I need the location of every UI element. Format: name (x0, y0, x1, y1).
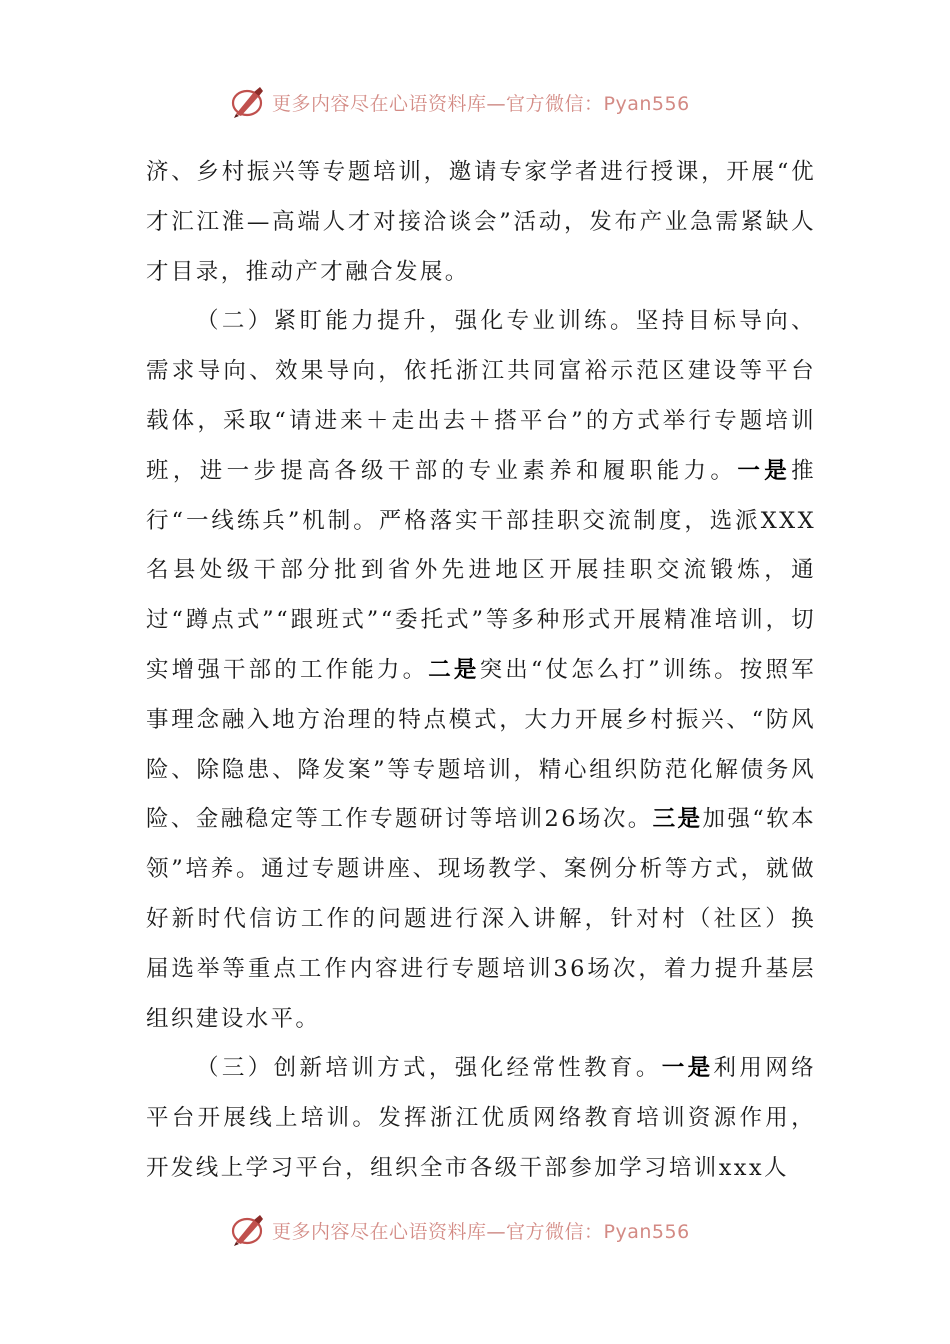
bold-lead-phrase: 三是 (652, 806, 703, 833)
text-run: 加强“软本领”培养。通过专题讲座、现场教学、案例分析等方式，就做好新时代信访工作的问题进行深入讲解，针对村（社区）换届选举等重点工作内容进行专题培训36场次，着力提升基层组织建设水平。 (146, 806, 816, 1032)
text-run: 利用网络平台开展线上培训。发挥浙江优质网络教育培训资源作用，开发线上学习平台，组织全市各级干部参加学习培训xxx人 (146, 1055, 816, 1181)
document-body (146, 148, 816, 1194)
bold-lead-phrase: 一是 (661, 1055, 714, 1082)
text-run: 推行“一线练兵”机制。严格落实干部挂职交流制度，选派XXX名县处级干部分批到省外先进地区开展挂职交流锻炼，通过“蹲点式”“跟班式”“委托式”等多种形式开展精准培训，切实增强干部的工作能力。 (146, 457, 816, 683)
watermark-banner-top (230, 82, 750, 122)
watermark-wechat-id: Pyan556 (603, 92, 690, 115)
text-run: （二）紧盯能力提升，强化专业训练。坚持目标导向、需求导向、效果导向，依托浙江共同富裕示范区建设等平台载体，采取“请进来＋走出去＋搭平台”的方式举行专题培训班，进一步提高各级干部的专业素养和履职能力。 (146, 308, 816, 484)
watermark-site-text: 更多内容尽在心语资料库 (272, 92, 487, 115)
watermark-site-text: 更多内容尽在心语资料库 (272, 1220, 487, 1243)
watermark-separator: — (486, 1220, 507, 1243)
paragraph (146, 1044, 816, 1193)
paragraph (146, 297, 816, 1044)
watermark-text (272, 1217, 690, 1244)
watermark-text (272, 89, 690, 116)
watermark-separator: — (486, 92, 507, 115)
pen-logo-icon (230, 1212, 266, 1248)
bold-lead-phrase: 一是 (737, 457, 792, 484)
watermark-wechat-id: Pyan556 (603, 1220, 690, 1243)
watermark-wechat-label: 官方微信： (506, 1220, 604, 1243)
pen-logo-icon (230, 84, 266, 120)
paragraph (146, 148, 816, 297)
text-run: 济、乡村振兴等专题培训，邀请专家学者进行授课，开展“优才汇江淮—高端人才对接洽谈会”活动，发布产业急需紧缺人才目录，推动产才融合发展。 (146, 159, 816, 285)
text-run: （三）创新培训方式，强化经常性教育。 (196, 1055, 662, 1082)
bold-lead-phrase: 二是 (428, 656, 480, 683)
text-run: 突出“仗怎么打”训练。按照军事理念融入地方治理的特点模式，大力开展乡村振兴、“防风险、除隐患、降发案”等专题培训，精心组织防范化解债务风险、金融稳定等工作专题研讨等培训26场次。 (146, 656, 817, 833)
watermark-banner-bottom (230, 1210, 750, 1250)
watermark-wechat-label: 官方微信： (506, 92, 604, 115)
